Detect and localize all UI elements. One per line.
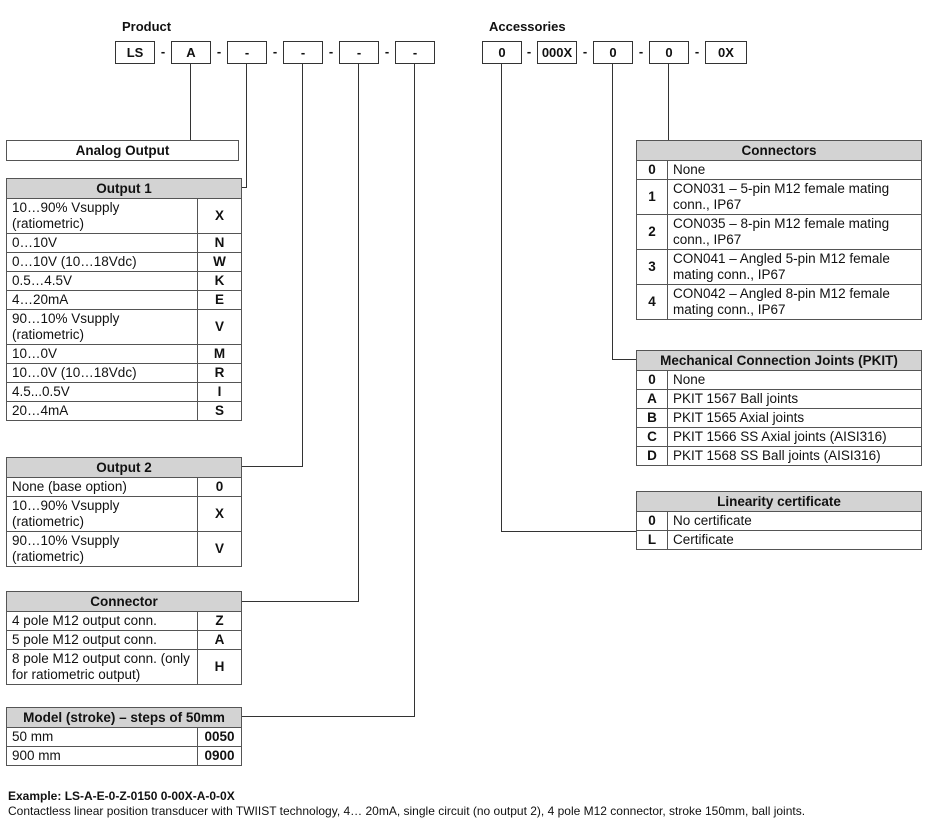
table-row: L Certificate — [637, 531, 922, 550]
table-row: D PKIT 1568 SS Ball joints (AISI316) — [637, 447, 922, 466]
table-row: 4 CON042 – Angled 8-pin M12 female mating conn., IP67 — [637, 285, 922, 320]
table-row: C PKIT 1566 SS Axial joints (AISI316) — [637, 428, 922, 447]
separator: - — [638, 44, 644, 59]
connector-line — [612, 64, 613, 360]
table-row: 0…10V (10…18Vdc) W — [7, 253, 242, 272]
table-row: None (base option) 0 — [7, 478, 242, 497]
pkit-title: Mechanical Connection Joints (PKIT) — [637, 351, 922, 371]
table-row: 1 CON031 – 5-pin M12 female mating conn., IP67 — [637, 180, 922, 215]
separator: - — [272, 44, 278, 59]
table-row: B PKIT 1565 Axial joints — [637, 409, 922, 428]
code-box-accessory-end: 0X — [705, 41, 747, 64]
table-row: 4.5...0.5V I — [7, 383, 242, 402]
table-row: 10…0V M — [7, 345, 242, 364]
table-row: 10…0V (10…18Vdc) R — [7, 364, 242, 383]
code-box-connector: - — [339, 41, 379, 64]
separator: - — [384, 44, 390, 59]
pkit-table — [636, 350, 922, 466]
connector-title: Connector — [7, 592, 242, 612]
table-row: 10…90% Vsupply (ratiometric) X — [7, 497, 242, 532]
table-row: 50 mm 0050 — [7, 728, 242, 747]
connector-line — [358, 64, 359, 601]
example-title: Example: LS-A-E-0-Z-0150 0-00X-A-0-0X — [8, 789, 235, 803]
separator: - — [328, 44, 334, 59]
connector-line — [241, 466, 303, 467]
separator: - — [582, 44, 588, 59]
table-row: 4 pole M12 output conn. Z — [7, 612, 242, 631]
linearity-title: Linearity certificate — [637, 492, 922, 512]
connectors-table — [636, 140, 922, 320]
output1-table — [6, 178, 242, 421]
table-row: 0…10V N — [7, 234, 242, 253]
analog-output-box: Analog Output — [6, 140, 239, 161]
connector-line — [501, 64, 502, 531]
table-row: 4…20mA E — [7, 291, 242, 310]
output2-table — [6, 457, 242, 567]
code-box-output1: - — [227, 41, 267, 64]
connector-line — [241, 601, 359, 602]
connector-line — [612, 359, 636, 360]
connector-line — [190, 64, 191, 140]
table-row: 0 No certificate — [637, 512, 922, 531]
model-table — [6, 707, 242, 766]
table-row: 2 CON035 – 8-pin M12 female mating conn., IP67 — [637, 215, 922, 250]
code-box-accessory-fixed: 000X — [537, 41, 577, 64]
connector-line — [246, 64, 247, 188]
connector-line — [241, 716, 415, 717]
connector-line — [668, 64, 669, 140]
code-box-analog: A — [171, 41, 211, 64]
separator: - — [216, 44, 222, 59]
product-label: Product — [122, 19, 172, 34]
output2-title: Output 2 — [7, 458, 242, 478]
table-row: 10…90% Vsupply (ratiometric) X — [7, 199, 242, 234]
table-row: 5 pole M12 output conn. A — [7, 631, 242, 650]
connectors-title: Connectors — [637, 141, 922, 161]
code-box-pkit: 0 — [593, 41, 633, 64]
table-row: 0.5…4.5V K — [7, 272, 242, 291]
table-row: A PKIT 1567 Ball joints — [637, 390, 922, 409]
code-box-linearity: 0 — [482, 41, 522, 64]
code-box-output2: - — [283, 41, 323, 64]
connector-line — [501, 531, 636, 532]
table-row: 0 None — [637, 161, 922, 180]
output1-title: Output 1 — [7, 179, 242, 199]
table-row: 900 mm 0900 — [7, 747, 242, 766]
table-row: 90…10% Vsupply (ratiometric) V — [7, 532, 242, 567]
linearity-table — [636, 491, 922, 550]
accessories-label: Accessories — [489, 19, 566, 34]
connector-line — [302, 64, 303, 466]
separator: - — [526, 44, 532, 59]
code-box-ls: LS — [115, 41, 155, 64]
table-row: 8 pole M12 output conn. (only for ratiometric output) H — [7, 650, 242, 685]
separator: - — [694, 44, 700, 59]
connector-line — [414, 64, 415, 717]
example-text: Contactless linear position transducer with TWIIST technology, 4… 20mA, single circuit (no output 2), 4 pole M12 connector, stroke 150mm, ball joints. — [8, 804, 806, 818]
model-title: Model (stroke) – steps of 50mm — [7, 708, 242, 728]
table-row: 90…10% Vsupply (ratiometric) V — [7, 310, 242, 345]
connector-table — [6, 591, 242, 685]
separator: - — [160, 44, 166, 59]
table-row: 0 None — [637, 371, 922, 390]
code-box-model: - — [395, 41, 435, 64]
table-row: 3 CON041 – Angled 5-pin M12 female mating conn., IP67 — [637, 250, 922, 285]
code-box-connectors: 0 — [649, 41, 689, 64]
table-row: 20…4mA S — [7, 402, 242, 421]
